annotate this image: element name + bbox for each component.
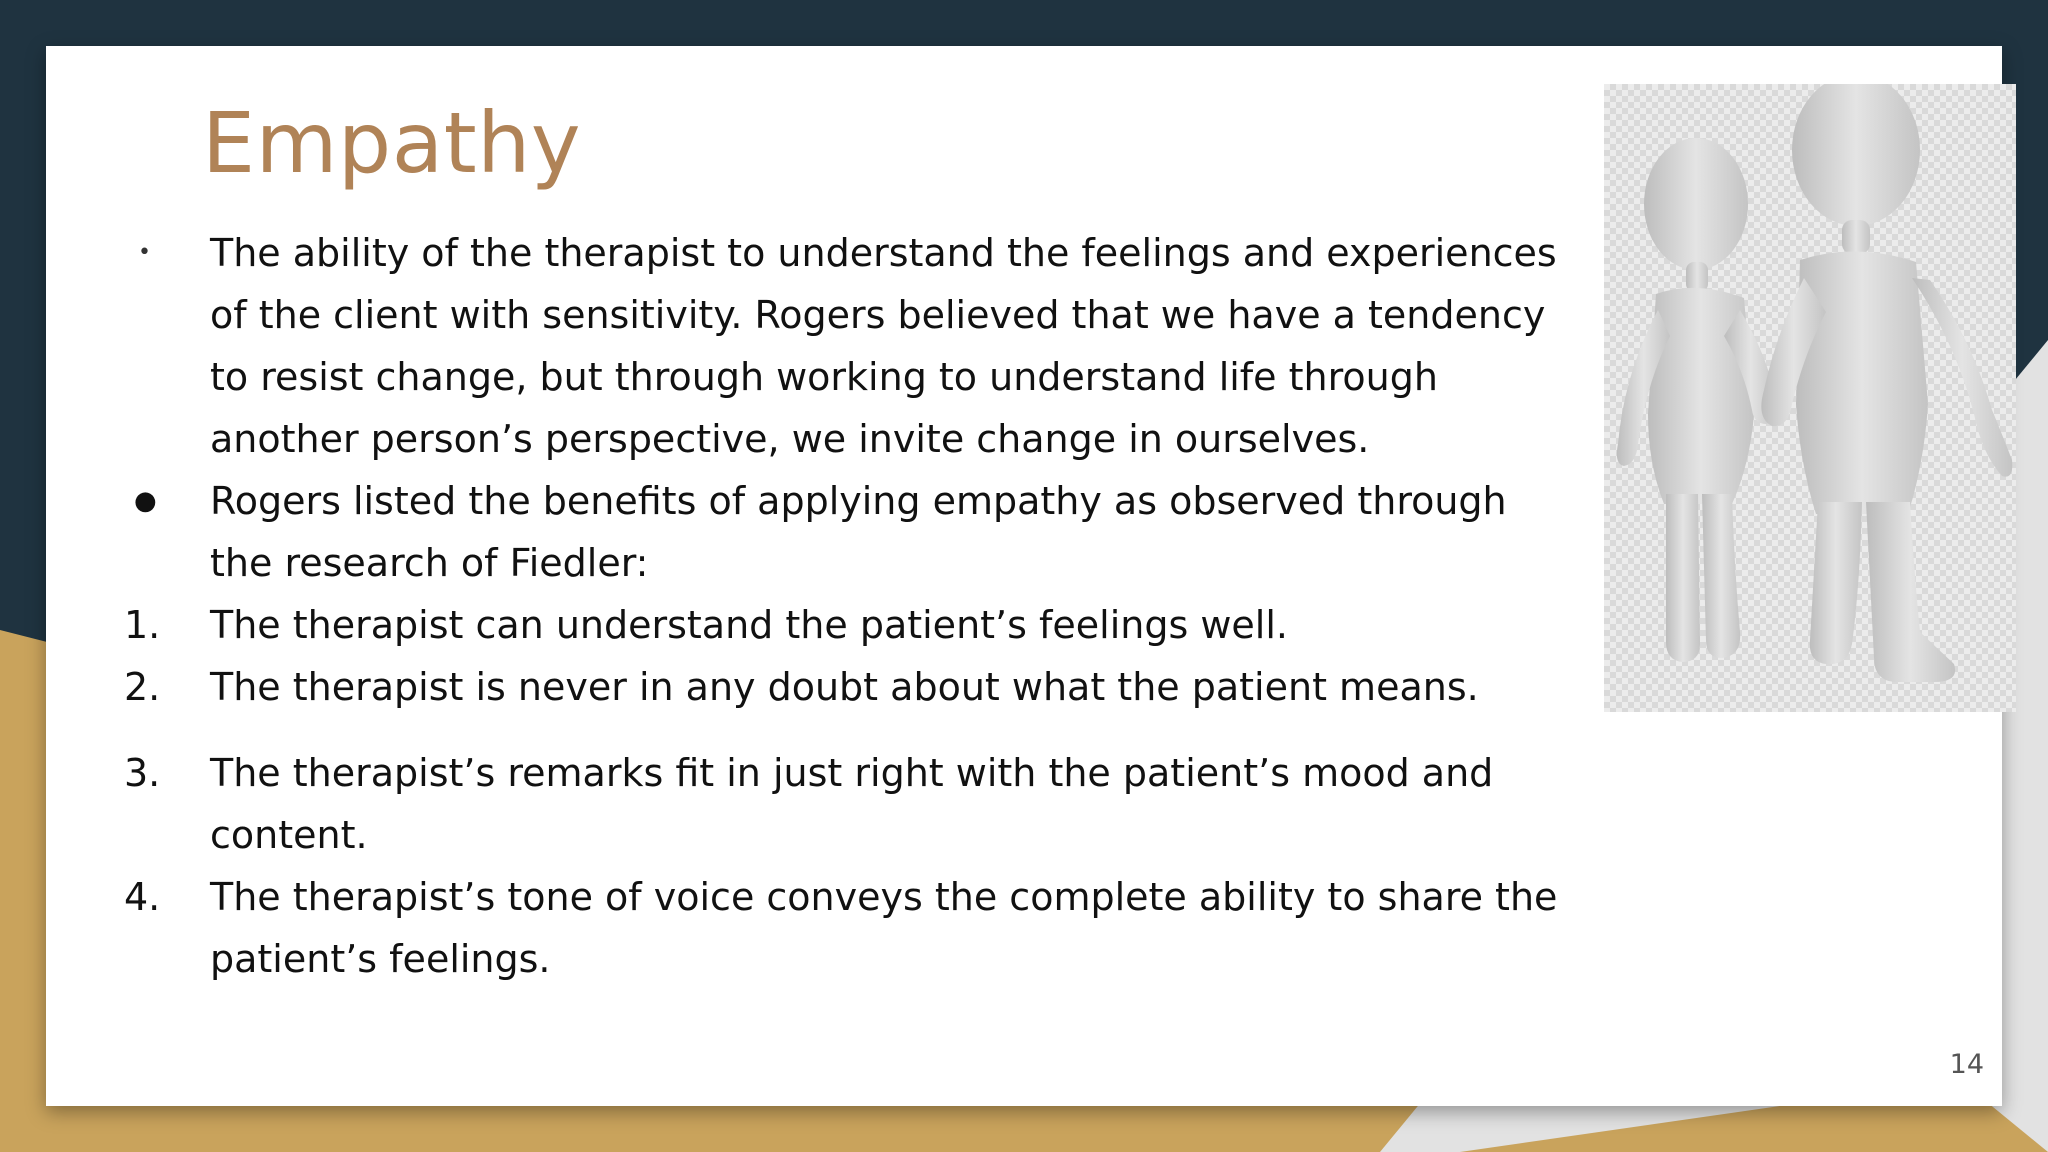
item-text: The therapist’s remarks fit in just right with the patient’s mood and content. [210, 751, 1494, 857]
item-text: The therapist can understand the patient’s feelings well. [210, 603, 1288, 647]
bullet-marker: • [138, 240, 151, 265]
bullet-text: The ability of the therapist to understand the feelings and experiences of the client with sensitivity. Rogers believed that we have a tendency to resist change, but through working to understand life through another person’s perspective, we invite change in ourselves. [210, 231, 1557, 461]
item-text: The therapist is never in any doubt about what the patient means. [210, 665, 1479, 709]
item-number: 4. [124, 875, 161, 919]
bullet-marker: ● [134, 486, 157, 516]
item-number: 3. [124, 751, 161, 795]
large-figure [1761, 84, 2012, 682]
two-figures-holding-hands-icon [1604, 84, 2016, 712]
item-number: 2. [124, 665, 161, 709]
item-text: The therapist’s tone of voice conveys the complete ability to share the patient’s feelings. [210, 875, 1558, 981]
page-number: 14 [1949, 1049, 1984, 1080]
slide-title: Empathy [202, 94, 582, 192]
item-number: 1. [124, 603, 161, 647]
small-figure [1617, 138, 1777, 662]
two-figures-image [1604, 84, 2016, 712]
bullet-text: Rogers listed the benefits of applying empathy as observed through the research of Fiedler: [210, 479, 1507, 585]
slide-card [46, 46, 2002, 1106]
